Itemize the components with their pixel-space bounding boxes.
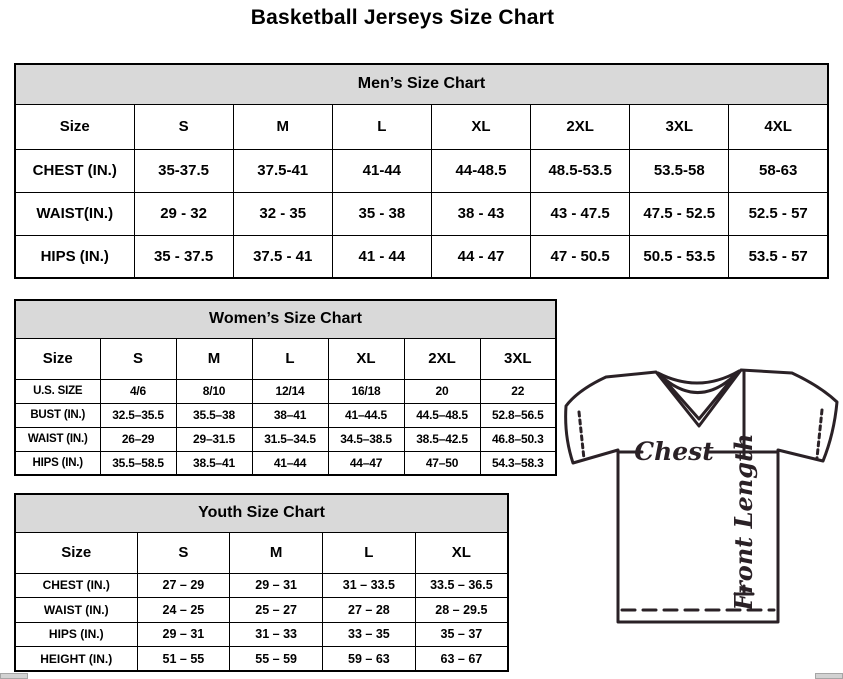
table-cell: 47–50 bbox=[404, 451, 480, 475]
table-cell: 43 - 47.5 bbox=[531, 192, 630, 235]
table-cell: 52.8–56.5 bbox=[480, 403, 556, 427]
table-cell: 41–44.5 bbox=[328, 403, 404, 427]
womens-col-header-l: L bbox=[252, 338, 328, 379]
table-cell: 8/10 bbox=[176, 379, 252, 403]
mens-col-header-m: M bbox=[233, 104, 332, 149]
table-cell: 38.5–41 bbox=[176, 451, 252, 475]
mens-col-header-4xl: 4XL bbox=[729, 104, 828, 149]
mens-col-header-l: L bbox=[332, 104, 431, 149]
table-cell: 55 – 59 bbox=[230, 647, 323, 672]
row-label: HIPS (IN.) bbox=[15, 235, 134, 278]
table-cell: 33.5 – 36.5 bbox=[415, 573, 508, 598]
mens-col-header-xl: XL bbox=[431, 104, 530, 149]
horizontal-scrollbar-fragment-left[interactable] bbox=[0, 673, 28, 679]
youth-col-header-s: S bbox=[137, 532, 230, 573]
table-cell: 38–41 bbox=[252, 403, 328, 427]
table-cell: 29–31.5 bbox=[176, 427, 252, 451]
womens-size-chart-table bbox=[14, 299, 557, 476]
youth-col-header-m: M bbox=[230, 532, 323, 573]
womens-col-header-3xl: 3XL bbox=[480, 338, 556, 379]
table-cell: 29 - 32 bbox=[134, 192, 233, 235]
mens-size-chart-table bbox=[14, 63, 829, 279]
womens-col-header-xl: XL bbox=[328, 338, 404, 379]
row-label: CHEST (IN.) bbox=[15, 573, 137, 598]
table-cell: 25 – 27 bbox=[230, 598, 323, 623]
chest-measurement-label: Chest bbox=[634, 437, 714, 466]
table-cell: 52.5 - 57 bbox=[729, 192, 828, 235]
table-cell: 53.5-58 bbox=[630, 149, 729, 192]
table-cell: 35 - 38 bbox=[332, 192, 431, 235]
womens-chart-title: Women’s Size Chart bbox=[15, 300, 556, 338]
table-cell: 38 - 43 bbox=[431, 192, 530, 235]
table-cell: 24 – 25 bbox=[137, 598, 230, 623]
table-cell: 27 – 29 bbox=[137, 573, 230, 598]
table-cell: 51 – 55 bbox=[137, 647, 230, 672]
table-cell: 35-37.5 bbox=[134, 149, 233, 192]
table-cell: 29 – 31 bbox=[137, 622, 230, 647]
youth-col-header-xl: XL bbox=[415, 532, 508, 573]
table-cell: 31 – 33 bbox=[230, 622, 323, 647]
mens-size-label: Size bbox=[15, 104, 134, 149]
table-cell: 59 – 63 bbox=[323, 647, 416, 672]
table-cell: 35.5–58.5 bbox=[100, 451, 176, 475]
youth-height-row bbox=[15, 647, 508, 672]
womens-hips-row bbox=[15, 451, 556, 475]
youth-hips-row bbox=[15, 622, 508, 647]
horizontal-scrollbar-fragment-right[interactable] bbox=[815, 673, 843, 679]
table-cell: 33 – 35 bbox=[323, 622, 416, 647]
youth-chart-title: Youth Size Chart bbox=[15, 494, 508, 532]
row-label: WAIST (IN.) bbox=[15, 598, 137, 623]
table-cell: 27 – 28 bbox=[323, 598, 416, 623]
table-cell: 58-63 bbox=[729, 149, 828, 192]
row-label: CHEST (IN.) bbox=[15, 149, 134, 192]
table-cell: 32 - 35 bbox=[233, 192, 332, 235]
youth-col-header-l: L bbox=[323, 532, 416, 573]
table-cell: 47.5 - 52.5 bbox=[630, 192, 729, 235]
mens-waist-row bbox=[15, 192, 828, 235]
mens-col-header-3xl: 3XL bbox=[630, 104, 729, 149]
table-cell: 29 – 31 bbox=[230, 573, 323, 598]
mens-chest-row bbox=[15, 149, 828, 192]
jersey-outline bbox=[566, 370, 837, 622]
mens-col-header-s: S bbox=[134, 104, 233, 149]
womens-col-header-2xl: 2XL bbox=[404, 338, 480, 379]
table-cell: 28 – 29.5 bbox=[415, 598, 508, 623]
youth-size-label: Size bbox=[15, 532, 137, 573]
mens-chart-title: Men’s Size Chart bbox=[15, 64, 828, 104]
row-label: WAIST (IN.) bbox=[15, 427, 100, 451]
table-cell: 12/14 bbox=[252, 379, 328, 403]
table-cell: 31.5–34.5 bbox=[252, 427, 328, 451]
table-cell: 26–29 bbox=[100, 427, 176, 451]
table-cell: 44-48.5 bbox=[431, 149, 530, 192]
table-cell: 53.5 - 57 bbox=[729, 235, 828, 278]
table-cell: 63 – 67 bbox=[415, 647, 508, 672]
table-cell: 44–47 bbox=[328, 451, 404, 475]
table-cell: 47 - 50.5 bbox=[531, 235, 630, 278]
womens-bust-row bbox=[15, 403, 556, 427]
mens-col-header-2xl: 2XL bbox=[531, 104, 630, 149]
front-length-measurement-label: Front Length bbox=[729, 433, 758, 611]
table-cell: 50.5 - 53.5 bbox=[630, 235, 729, 278]
womens-col-header-s: S bbox=[100, 338, 176, 379]
table-cell: 35.5–38 bbox=[176, 403, 252, 427]
table-cell: 41-44 bbox=[332, 149, 431, 192]
row-label: HEIGHT (IN.) bbox=[15, 647, 137, 672]
mens-hips-row bbox=[15, 235, 828, 278]
youth-chest-row bbox=[15, 573, 508, 598]
womens-col-header-m: M bbox=[176, 338, 252, 379]
table-cell: 37.5 - 41 bbox=[233, 235, 332, 278]
table-cell: 34.5–38.5 bbox=[328, 427, 404, 451]
table-cell: 41–44 bbox=[252, 451, 328, 475]
table-cell: 44 - 47 bbox=[431, 235, 530, 278]
table-cell: 48.5-53.5 bbox=[531, 149, 630, 192]
table-cell: 35 – 37 bbox=[415, 622, 508, 647]
womens-ussize-row bbox=[15, 379, 556, 403]
table-cell: 38.5–42.5 bbox=[404, 427, 480, 451]
row-label: HIPS (IN.) bbox=[15, 451, 100, 475]
table-cell: 41 - 44 bbox=[332, 235, 431, 278]
table-cell: 16/18 bbox=[328, 379, 404, 403]
table-cell: 54.3–58.3 bbox=[480, 451, 556, 475]
table-cell: 22 bbox=[480, 379, 556, 403]
table-cell: 31 – 33.5 bbox=[323, 573, 416, 598]
table-cell: 20 bbox=[404, 379, 480, 403]
page-title: Basketball Jerseys Size Chart bbox=[250, 6, 555, 29]
table-cell: 44.5–48.5 bbox=[404, 403, 480, 427]
table-cell: 4/6 bbox=[100, 379, 176, 403]
table-cell: 35 - 37.5 bbox=[134, 235, 233, 278]
table-cell: 46.8–50.3 bbox=[480, 427, 556, 451]
womens-waist-row bbox=[15, 427, 556, 451]
youth-waist-row bbox=[15, 598, 508, 623]
table-cell: 32.5–35.5 bbox=[100, 403, 176, 427]
jersey-measurement-diagram bbox=[556, 360, 843, 660]
womens-size-label: Size bbox=[15, 338, 100, 379]
row-label: HIPS (IN.) bbox=[15, 622, 137, 647]
row-label: BUST (IN.) bbox=[15, 403, 100, 427]
table-cell: 37.5-41 bbox=[233, 149, 332, 192]
youth-size-chart-table bbox=[14, 493, 509, 672]
row-label: U.S. SIZE bbox=[15, 379, 100, 403]
row-label: WAIST(IN.) bbox=[15, 192, 134, 235]
